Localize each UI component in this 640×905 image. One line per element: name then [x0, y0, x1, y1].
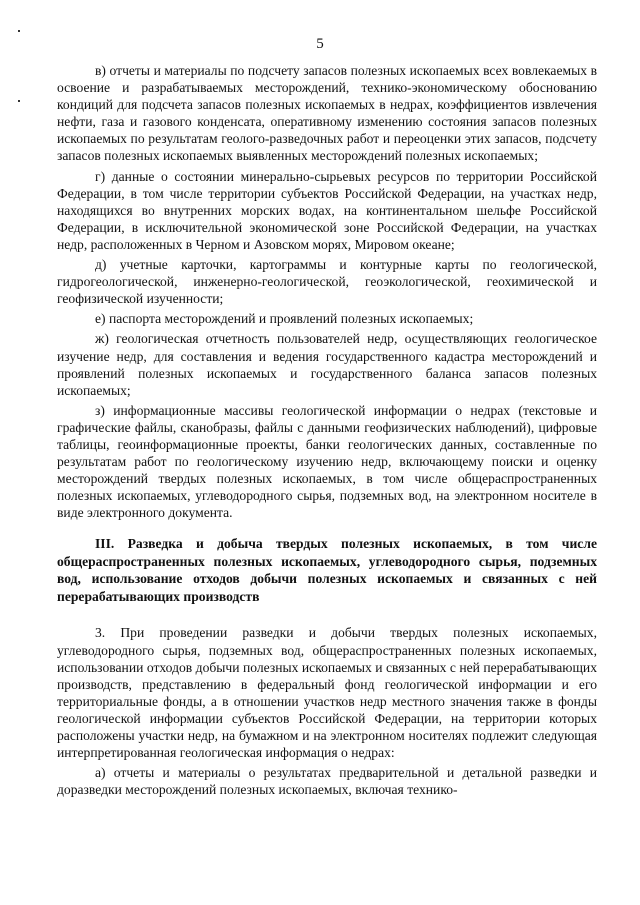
page-number: 5	[316, 36, 324, 52]
paragraph: з) информационные массивы геологической информации о недрах (текстовые и графические файлы, сканобразы, файлы с данными геофизических наблюдений), цифровые таблицы, геоинформационные проекты, банки геологических данных, составленные по результатам работ по геологическому изучению недр, включающему поиски и оценку месторождений твердых полезных ископаемых, в том числе общераспространенных полезных ископаемых, углеводородного сырья, подземных вод, на электронном носителе в виде электронного документа.	[57, 402, 597, 521]
document-body	[57, 62, 597, 801]
paragraph: д) учетные карточки, картограммы и контурные карты по геологической, гидрогеологической, инженерно-геологической, геоэкологической, геохимической и геофизической изученности;	[57, 257, 597, 307]
paragraph: 3. При проведении разведки и добычи твердых полезных ископаемых, углеводородного сырья, подземных вод, общераспространенных полезных ископаемых, использовании отходов добычи полезных ископаемых и связанных с ней перерабатывающих производств, представлению в федеральный фонд геологической информации и его территориальные фонды, а в отношении участков недр местного значения также в фонды геологической информации субъектов Российской Федерации, на территории которых расположены участки недр, на бумажном и на электронном носителях подлежит следующая интерпретированная геологическая информация о недрах:	[57, 625, 597, 761]
paragraph: ж) геологическая отчетность пользователей недр, осуществляющих геологическое изучение недр, для составления и ведения государственного кадастра месторождений и проявлений полезных ископаемых и государственного баланса запасов полезных ископаемых;	[57, 331, 597, 398]
margin-mark	[18, 30, 20, 32]
paragraph: в) отчеты и материалы по подсчету запасов полезных ископаемых всех вовлекаемых в освоение и разрабатываемых месторождений, технико-экономическому обоснованию кондиций для подсчета запасов полезных ископаемых в недрах, коэффициентов извлечения нефти, газа и газового конденсата, оперативному изменению состояния запасов полезных ископаемых по результатам геолого-разведочных работ и переоценки этих запасов, подсчету запасов полезных ископаемых выявленных месторождений полезных ископаемых;	[57, 63, 597, 164]
paragraph: е) паспорта месторождений и проявлений полезных ископаемых;	[95, 311, 474, 327]
paragraph: г) данные о состоянии минерально-сырьевых ресурсов по территории Российской Федерации, в том числе территории субъектов Российской Федерации, на участках недр, находящихся во внутренних морских водах, на континентальном шельфе Российской Федерации, в исключительной экономической зоне Российской Федерации, на участках недр, расположенных в Черном и Азовском морях, Мировом океане;	[57, 168, 597, 252]
margin-mark	[18, 100, 20, 102]
section-heading: III. Разведка и добыча твердых полезных ископаемых, в том числе общераспространенных полезных ископаемых, углеводородного сырья, подземных вод, использование отходов добычи полезных ископаемых и связанных с ней перерабатывающих производств	[57, 536, 597, 604]
paragraph: а) отчеты и материалы о результатах предварительной и детальной разведки и доразведки месторождений полезных ископаемых, включая технико-	[57, 765, 597, 798]
